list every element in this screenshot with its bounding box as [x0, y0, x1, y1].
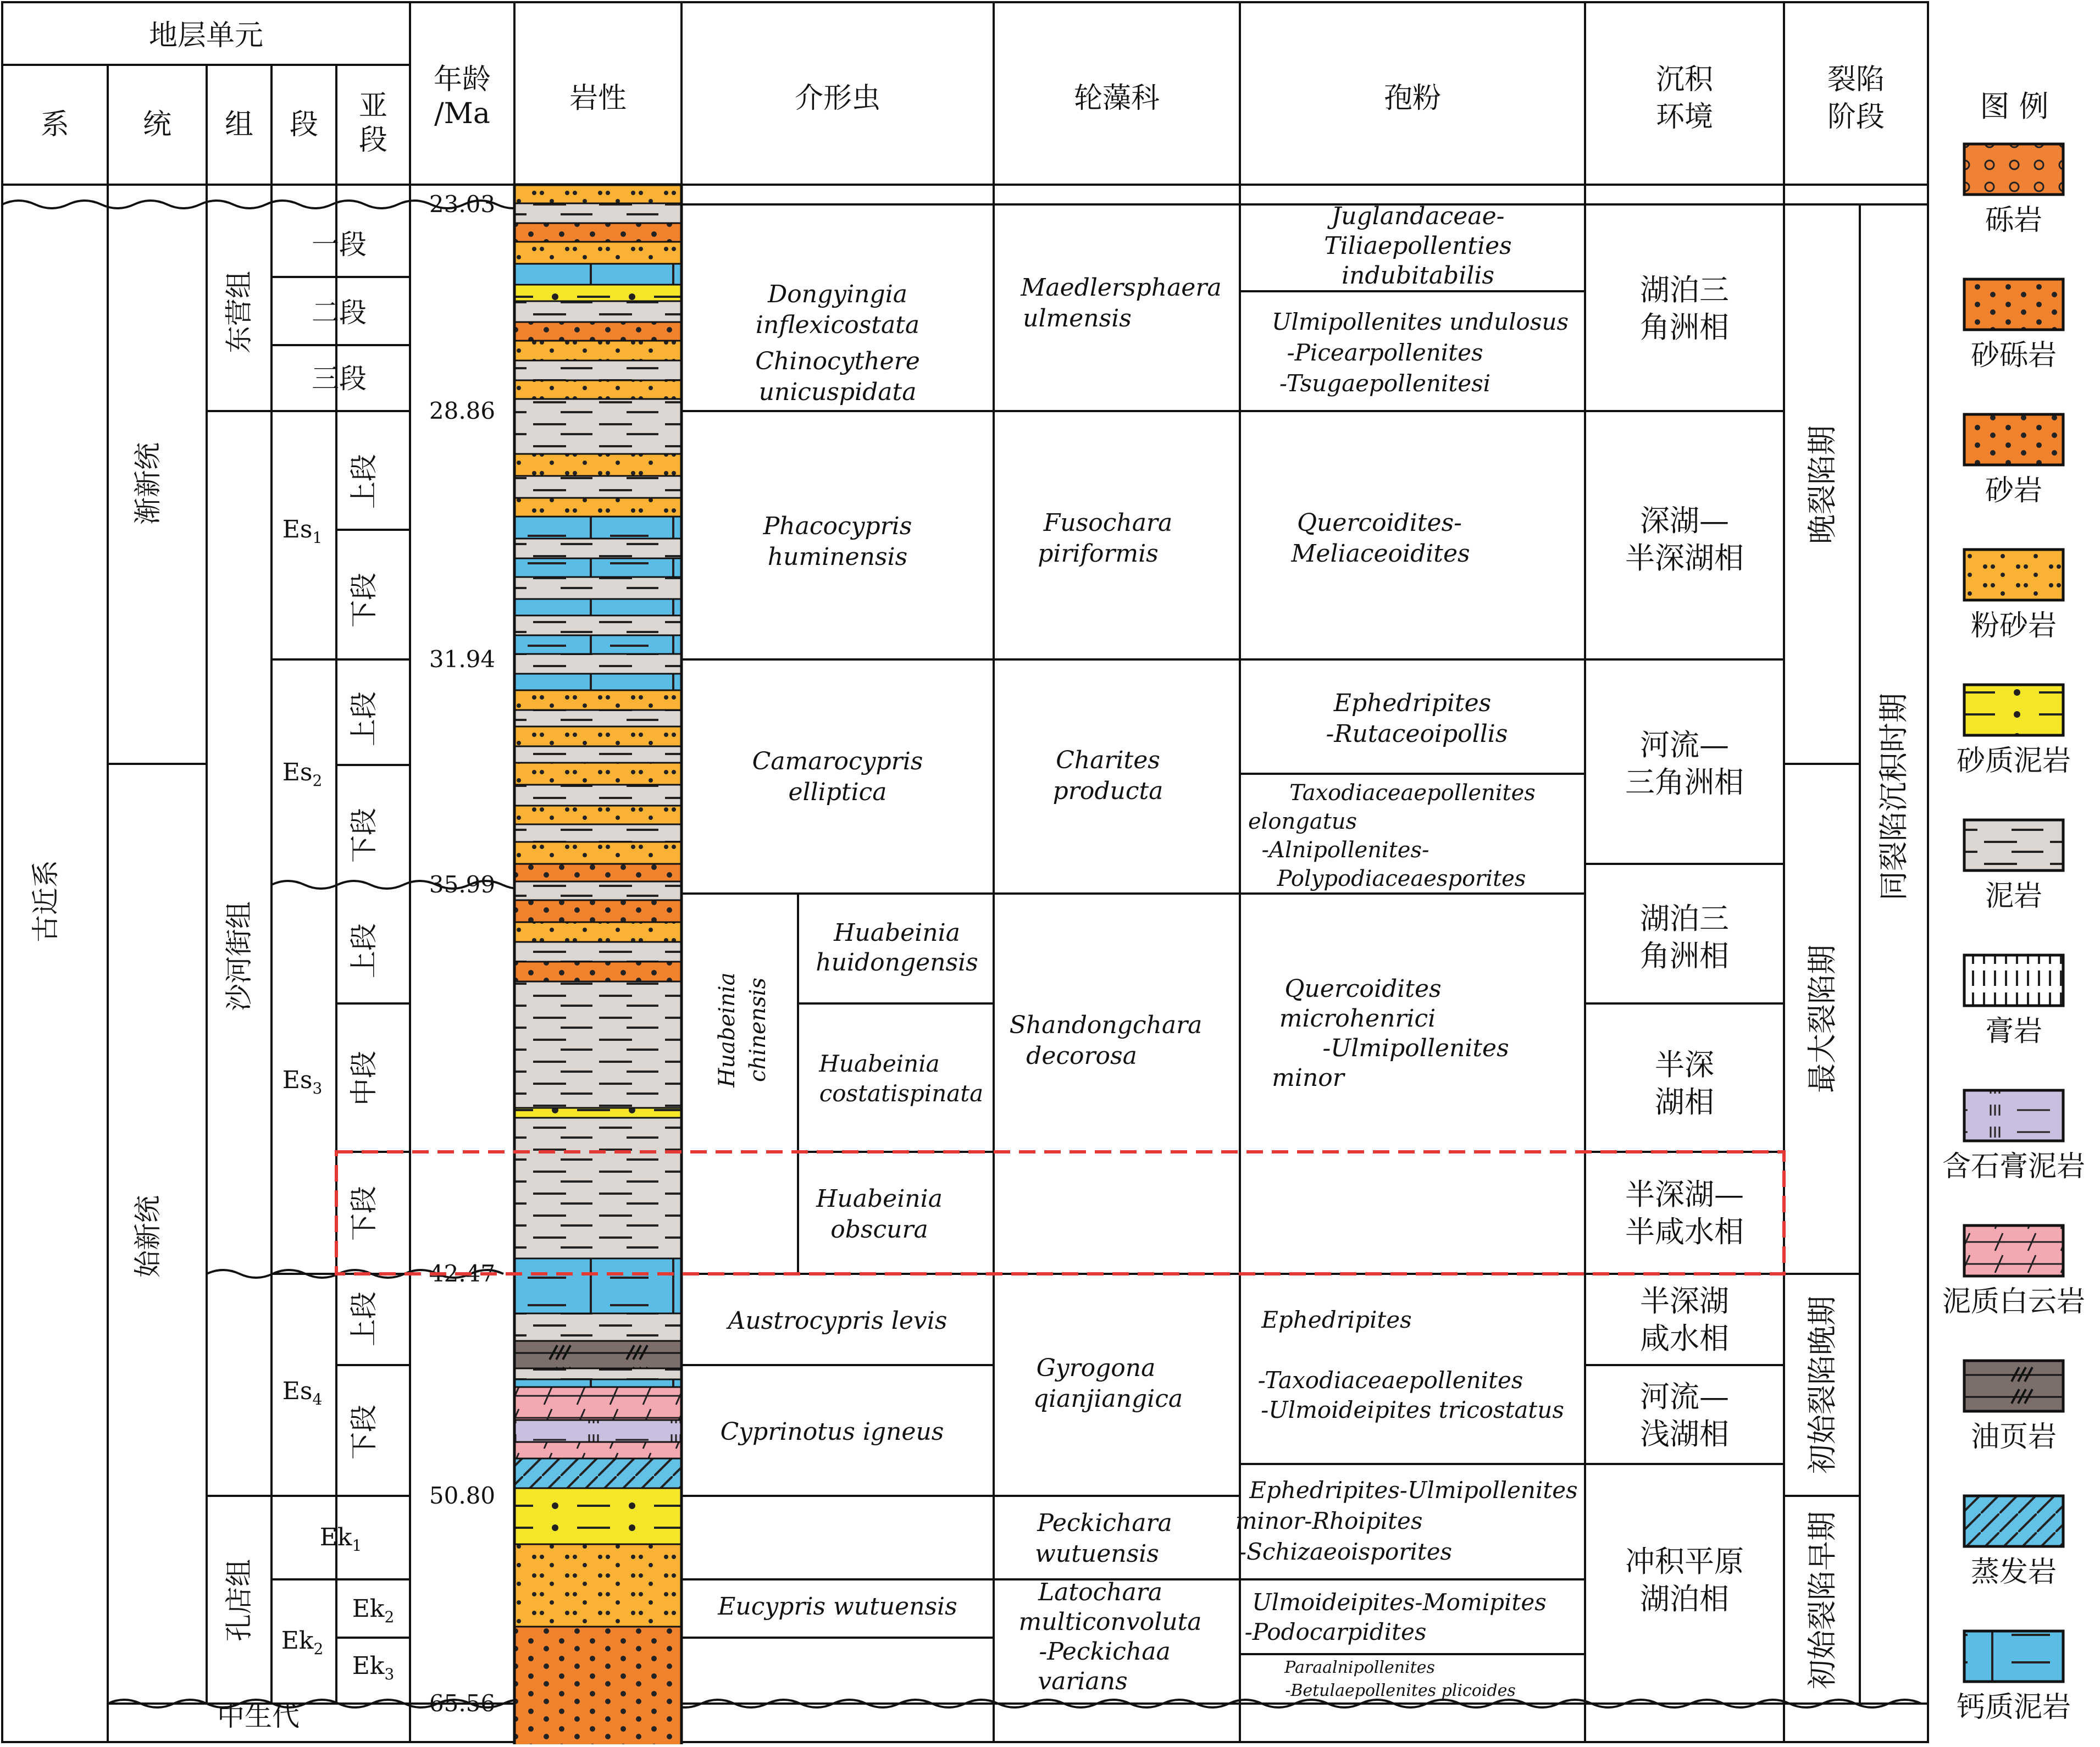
charophyte-es4-2: qianjiangica: [1033, 1385, 1183, 1413]
lithology-layer-mudstone: [514, 1368, 681, 1379]
legend-item-oil-shale: [1964, 1361, 2063, 1454]
member-es2: $Es_2$: [282, 758, 323, 790]
ostracod-es4-lower: Cyprinotus igneus: [720, 1418, 944, 1446]
sporopollen-zones: [1235, 202, 1578, 1700]
legend-item-gypsum: [1964, 955, 2063, 1048]
legend-item-mudstone: [1964, 820, 2063, 913]
lithology-layer-evaporite: [514, 1458, 681, 1488]
charophyte-ek2-3: -Peckichaa: [1039, 1638, 1171, 1666]
charophyte-es4-1: Gyrogona: [1036, 1354, 1156, 1382]
ostracod-dongying-2: inflexicostata: [755, 311, 920, 339]
lithology-layer-mudstone: [514, 301, 681, 322]
legend-item-evaporite: [1964, 1496, 2063, 1589]
rift-syn-rift: 同裂陷沉积时期: [1876, 693, 1911, 901]
legend-label: 砾岩: [1985, 204, 2043, 237]
sporopollen-dong-lower-2: -Picearpollenites: [1287, 339, 1483, 366]
environment-es3-middle-2: 湖相: [1655, 1085, 1714, 1119]
sporopollen-es3-4: minor: [1272, 1064, 1344, 1092]
lithology-layer-mudstone: [514, 615, 681, 635]
sporopollen-dong-lower-3: -Tsugaepollenitesi: [1279, 370, 1491, 397]
lithology-layer-mudstone: [514, 361, 681, 380]
lithology-layer-calcareous-mudstone: [514, 674, 681, 690]
legend-label: 油页岩: [1970, 1421, 2057, 1454]
age-label: 50.80: [429, 1482, 496, 1509]
submember-es4-upper: 上段: [348, 1291, 380, 1346]
charophyte-ek2-1: Latochara: [1038, 1578, 1163, 1606]
ostracod-es3-middle-2: costatispinata: [819, 1080, 984, 1107]
lithology-layer-mudstone: [514, 203, 681, 223]
lithology-layer-argillaceous-dolomite: [514, 1442, 681, 1458]
lithology-layer-calcareous-mudstone: [514, 1379, 681, 1387]
header-submember-1: 亚: [358, 90, 388, 123]
lithology-layer-sandstone: [514, 223, 681, 242]
submember-labels: [348, 454, 380, 1460]
member-ek1: $Ek_1$: [319, 1523, 362, 1555]
lithology-layer-mudstone: [514, 710, 681, 726]
sporopollen-es4-1: Ephedripites: [1261, 1306, 1412, 1333]
legend-label: 砂质泥岩: [1956, 745, 2071, 778]
lithology-layer-siltstone: [514, 806, 681, 824]
lithology-layer-siltstone: [514, 690, 681, 710]
ostracod-es3-lower-2: obscura: [830, 1216, 928, 1244]
legend-item-calcareous-mudstone: [1957, 1631, 2071, 1724]
lithology-column: [514, 185, 681, 1744]
lithology-layer-sandstone: [514, 1627, 681, 1744]
header-formation: 组: [224, 108, 254, 141]
lithology-layer-oil-shale: [514, 1341, 681, 1368]
ostracod-es1-1: Phacocypris: [763, 512, 912, 540]
header-charophytes: 轮藻科: [1073, 82, 1160, 115]
charophyte-dongying-1: Maedlersphaera: [1021, 274, 1222, 302]
legend-label: 泥质白云岩: [1942, 1285, 2086, 1318]
sporopollen-es2-lower-1: Taxodiaceaepollenites: [1289, 780, 1536, 806]
header-age-line1: 年龄: [433, 63, 491, 96]
lithology-layer-calcareous-mudstone: [514, 558, 681, 577]
age-label: 42.47: [429, 1260, 496, 1287]
charophyte-es1-1: Fusochara: [1043, 509, 1173, 537]
lithology-layer-calcareous-mudstone: [514, 635, 681, 654]
environment-es3-lower-2: 半咸水相: [1625, 1214, 1744, 1249]
lithology-layer-calcareous-mudstone: [514, 599, 681, 615]
environment-labels: [1625, 273, 1744, 1616]
member-es1: $Es_1$: [282, 515, 323, 547]
legend-items: [1942, 144, 2085, 1724]
table-grid: [2, 2, 1928, 1742]
environment-es4-lower-2: 浅湖相: [1640, 1417, 1729, 1451]
environment-es2-2: 三角洲相: [1625, 765, 1744, 800]
legend-item-sandstone: [1964, 414, 2063, 507]
series-oligocene: 渐新统: [132, 442, 164, 525]
legend-item-gypsiferous-mudstone: [1942, 1090, 2085, 1183]
charophyte-es3-2: decorosa: [1026, 1042, 1137, 1070]
lithology-layer-sandy-mudstone: [514, 1488, 681, 1544]
environment-es2-1: 河流—: [1640, 728, 1729, 762]
header-system: 系: [40, 108, 70, 141]
sporopollen-es1-2: Meliaceoidites: [1291, 540, 1470, 568]
lithology-layer-mudstone: [514, 399, 681, 454]
ostracod-dongying-3: Chinocythere: [755, 347, 920, 375]
legend-label: 含石膏泥岩: [1942, 1150, 2086, 1183]
lithology-layer-siltstone: [514, 454, 681, 476]
legend-item-siltstone: [1964, 550, 2063, 642]
environment-kongdian-2: 湖泊相: [1640, 1582, 1729, 1616]
rift-stage-labels: [1805, 425, 1911, 1689]
lithology-layer-siltstone: [514, 1544, 681, 1627]
lithology-layer-siltstone: [514, 763, 681, 785]
sporopollen-es4-2: -Taxodiaceaepollenites: [1257, 1367, 1523, 1394]
lithology-layer-mudstone: [514, 824, 681, 842]
header-rift-line2: 阶段: [1827, 101, 1885, 134]
member-es3: $Es_3$: [282, 1066, 323, 1097]
environment-es4-upper-2: 咸水相: [1640, 1321, 1729, 1356]
ostracod-dongying-1: Dongyingia: [767, 280, 908, 308]
legend-label: 砂砾岩: [1970, 339, 2057, 372]
lithology-layer-siltstone: [514, 726, 681, 746]
legend-item-sandy-mudstone: [1957, 685, 2071, 778]
formation-kongdian: 孔店组: [223, 1559, 255, 1641]
charophyte-dongying-2: ulmensis: [1023, 304, 1132, 332]
charophyte-ek2-2: multiconvoluta: [1018, 1608, 1202, 1636]
age-labels: [429, 191, 495, 1717]
ostracod-dongying-4: unicuspidata: [758, 378, 917, 406]
legend: [1942, 89, 2085, 1724]
environment-es1-2: 半深湖相: [1625, 541, 1744, 575]
lithology-layer-mudstone: [514, 1313, 681, 1341]
ostracod-es2-2: elliptica: [788, 778, 887, 806]
lithology-layer-mudstone: [514, 981, 681, 1108]
age-label: 31.94: [429, 646, 496, 673]
sporopollen-ek3-1: Paraalnipollenites: [1284, 1658, 1435, 1677]
header-environment-line1: 沉积: [1655, 63, 1714, 96]
charophyte-es2-2: producta: [1052, 777, 1163, 805]
environment-kongdian-1: 冲积平原: [1625, 1544, 1744, 1579]
lithology-layer-argillaceous-dolomite: [514, 1387, 681, 1420]
legend-label: 膏岩: [1985, 1015, 2043, 1048]
environment-es1-1: 深湖—: [1640, 503, 1729, 538]
environment-es4-upper-1: 半深湖: [1640, 1284, 1729, 1318]
ostracod-es3-upper-1: Huabeinia: [834, 919, 960, 947]
system-mesozoic: 中生代: [217, 1700, 300, 1732]
system-cenozoic: 古近系: [30, 860, 62, 942]
legend-title: 图 例: [1980, 89, 2049, 124]
ostracod-es2-1: Camarocypris: [752, 747, 923, 775]
lithology-layer-siltstone: [514, 922, 681, 942]
sporopollen-es3-3: -Ulmipollenites: [1322, 1034, 1509, 1062]
lithology-layer-sandstone: [514, 322, 681, 341]
environment-es3-lower-1: 半深湖—: [1625, 1177, 1744, 1212]
member-dong2: 二段: [312, 297, 367, 329]
sporopollen-ek1-3: -Schizaeoisporites: [1238, 1538, 1453, 1565]
lithology-layer-gypsiferous-mudstone: [514, 1420, 681, 1442]
charophyte-es2-1: Charites: [1056, 746, 1160, 774]
sporopollen-es2-upper-2: -Rutaceoipollis: [1326, 720, 1508, 748]
lithology-layer-siltstone: [514, 498, 681, 517]
lithology-layer-siltstone: [514, 242, 681, 264]
submember-es4-lower: 下段: [348, 1405, 380, 1460]
header-environment-line2: 环境: [1655, 101, 1714, 134]
charophyte-ek2-4: varians: [1038, 1667, 1128, 1695]
lithology-layer-mudstone: [514, 881, 681, 900]
age-label: 35.99: [429, 871, 496, 898]
sporopollen-dong-upper-1: Juglandaceae-: [1331, 202, 1505, 230]
sporopollen-dong-lower-1: Ulmipollenites undulosus: [1271, 308, 1569, 335]
legend-label: 蒸发岩: [1970, 1556, 2057, 1589]
header-lithology: 岩性: [569, 82, 627, 115]
sporopollen-es1-1: Quercoidites-: [1296, 509, 1462, 537]
submember-es2-lower: 下段: [348, 808, 380, 863]
ostracod-es3-middle-1: Huabeinia: [819, 1050, 940, 1077]
legend-item-pebbly-sandstone: [1964, 279, 2063, 372]
sporopollen-es2-lower-2: elongatus: [1248, 809, 1357, 834]
ostracod-es3-lower-1: Huabeinia: [816, 1185, 943, 1213]
charophyte-ek1-2: wutuensis: [1035, 1540, 1159, 1568]
sporopollen-ek1-2: minor-Rhoipites: [1235, 1507, 1423, 1534]
legend-label: 粉砂岩: [1970, 609, 2057, 642]
ostracod-ek2: Eucypris wutuensis: [718, 1593, 957, 1621]
lithology-layer-mudstone: [514, 746, 681, 763]
header-series: 统: [142, 108, 172, 141]
lithology-layer-mudstone: [514, 1118, 681, 1258]
rift-initial-early: 初始裂陷早期: [1805, 1511, 1839, 1689]
ostracod-es4-upper: Austrocypris levis: [728, 1307, 948, 1335]
environment-es3-upper-2: 角洲相: [1640, 939, 1729, 973]
rift-initial-late: 初始裂陷晚期: [1805, 1296, 1839, 1474]
age-label: 23.03: [429, 191, 496, 218]
lithology-layer-mudstone: [514, 785, 681, 806]
header-stratigraphic-unit: 地层单元: [148, 19, 264, 52]
lithology-layer-mudstone: [514, 942, 681, 962]
sporopollen-es2-lower-3: -Alnipollenites-: [1261, 838, 1429, 863]
sporopollen-ek1-1: Ephedripites-Ulmipollenites: [1249, 1477, 1578, 1504]
rift-max: 最大裂陷期: [1805, 945, 1839, 1093]
submember-ek2: $Ek_2$: [352, 1595, 395, 1626]
ostracod-zones: [714, 280, 983, 1621]
submember-es2-upper: 上段: [348, 691, 380, 746]
lithology-layer-sandstone: [514, 864, 681, 881]
environment-es4-lower-1: 河流—: [1640, 1379, 1729, 1414]
header-member: 段: [289, 108, 319, 141]
submember-es1-lower: 下段: [348, 573, 380, 628]
submember-es3-middle: 中段: [348, 1051, 380, 1106]
header-submember-2: 段: [358, 124, 388, 157]
formation-shahejie: 沙河街组: [223, 901, 255, 1011]
charophyte-es1-2: piriformis: [1038, 540, 1159, 568]
submember-es3-upper: 上段: [348, 923, 380, 978]
sporopollen-es4-3: -Ulmoideipites tricostatus: [1261, 1396, 1564, 1423]
charophyte-zones: [1010, 274, 1222, 1695]
charophyte-es3-1: Shandongchara: [1009, 1011, 1203, 1039]
sporopollen-es3-1: Quercoidites: [1284, 975, 1442, 1003]
lithology-layer-mudstone: [514, 577, 681, 599]
lithology-layer-siltstone: [514, 185, 681, 203]
formation-dongying: 东营组: [223, 271, 255, 353]
environment-es3-middle-1: 半深: [1655, 1047, 1714, 1082]
lithology-layer-mudstone: [514, 654, 681, 674]
legend-item-conglomerate: [1964, 144, 2063, 237]
header-rift-line1: 裂陷: [1827, 63, 1885, 96]
submember-ek3: $Ek_3$: [352, 1652, 395, 1683]
lithology-layer-sandstone: [514, 962, 681, 981]
legend-label: 泥岩: [1985, 880, 2043, 913]
submember-es3-lower: 下段: [348, 1186, 380, 1241]
lithology-layer-siltstone: [514, 842, 681, 864]
header-age-line2: /Ma: [434, 97, 490, 130]
lithology-layer-sandstone: [514, 900, 681, 922]
sporopollen-es2-upper-1: Ephedripites: [1333, 689, 1492, 717]
lithology-layer-calcareous-mudstone: [514, 264, 681, 285]
legend-label: 钙质泥岩: [1956, 1691, 2071, 1724]
sporopollen-es3-2: microhenrici: [1279, 1005, 1436, 1033]
legend-item-argillaceous-dolomite: [1942, 1225, 2085, 1318]
lithology-layer-calcareous-mudstone: [514, 517, 681, 539]
member-dong3: 三段: [312, 363, 367, 395]
sporopollen-dong-upper-3: indubitabilis: [1341, 262, 1495, 290]
sporopollen-ek3-2: -Betulaepollenites plicoides: [1285, 1681, 1516, 1700]
member-ek2: $Ek_2$: [281, 1627, 324, 1658]
header-sporopollen: 孢粉: [1383, 82, 1442, 115]
sporopollen-ek2-2: -Podocarpidites: [1244, 1618, 1427, 1645]
age-label: 28.86: [429, 397, 496, 424]
series-eocene: 始新统: [132, 1195, 164, 1278]
table-header: [41, 19, 1885, 157]
ostracod-es3-side-2: chinensis: [745, 978, 771, 1082]
environment-dongying-2: 角洲相: [1640, 310, 1729, 345]
lithology-layer-mudstone: [514, 476, 681, 498]
ostracod-es3-upper-2: huidongensis: [816, 949, 978, 977]
member-dong1: 一段: [312, 229, 367, 260]
environment-dongying-1: 湖泊三: [1640, 273, 1729, 307]
header-ostracods: 介形虫: [794, 82, 881, 115]
age-label: 65.56: [429, 1690, 496, 1717]
ostracod-es3-side-1: Huabeinia: [714, 972, 740, 1088]
member-es4: $Es_4$: [282, 1377, 323, 1408]
legend-label: 砂岩: [1985, 474, 2043, 507]
lithology-layer-sandy-mudstone: [514, 285, 681, 301]
ostracod-es1-2: huminensis: [767, 543, 908, 571]
sporopollen-ek2-1: Ulmoideipites-Momipites: [1252, 1589, 1547, 1616]
lithology-layer-siltstone: [514, 380, 681, 399]
lithology-layer-siltstone: [514, 341, 681, 361]
lithology-layer-calcareous-mudstone: [514, 1258, 681, 1313]
submember-es1-upper: 上段: [348, 454, 380, 509]
charophyte-ek1-1: Peckichara: [1037, 1509, 1172, 1537]
rift-late: 晚裂陷期: [1805, 425, 1839, 544]
environment-es3-upper-1: 湖泊三: [1640, 901, 1729, 936]
lithology-layer-mudstone: [514, 539, 681, 558]
sporopollen-es2-lower-4: Polypodiaceaesporites: [1277, 866, 1526, 891]
lithology-layer-sandy-mudstone: [514, 1108, 681, 1118]
sporopollen-dong-upper-2: Tiliaepollenties: [1324, 232, 1512, 260]
unit-labels: [30, 229, 367, 1732]
